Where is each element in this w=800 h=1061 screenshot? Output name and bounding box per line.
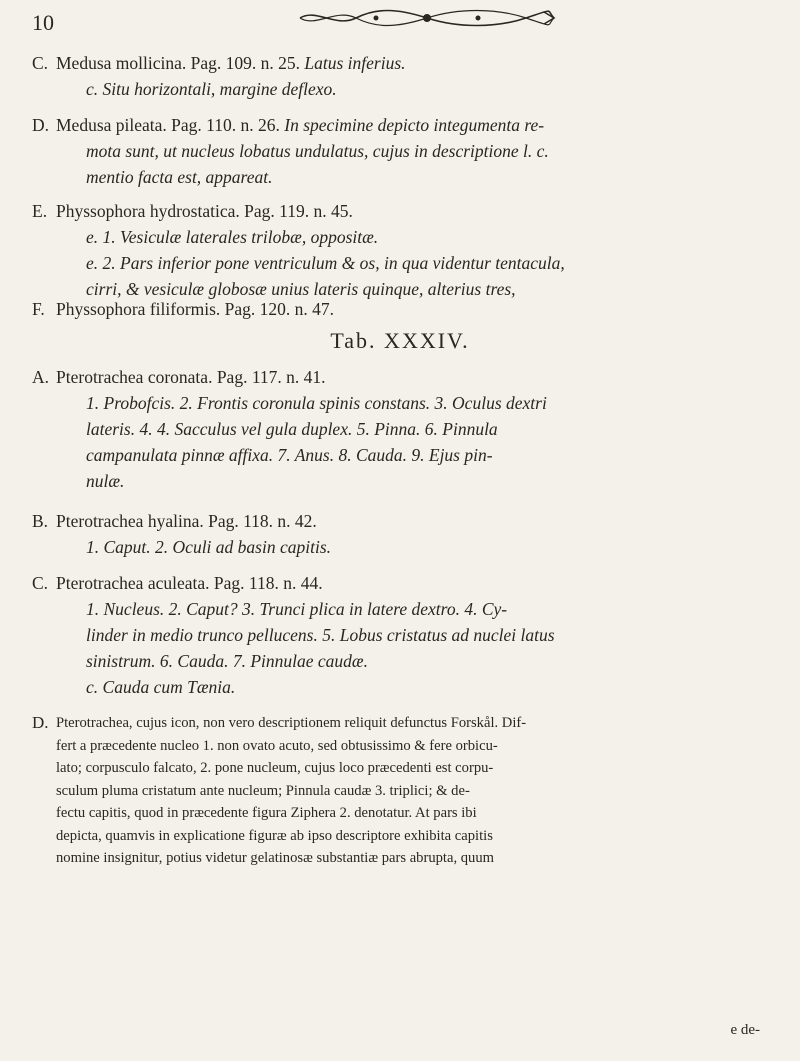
entry-line: mota sunt, ut nucleus lobatus undulatus, cujus in descriptione l. c. xyxy=(86,141,549,161)
entry-key: C. xyxy=(32,573,49,593)
paragraph-line: Pterotrachea, cujus icon, non vero descriptionem reliquit defunctus Forskål. Dif- xyxy=(56,715,527,731)
entry-line: linder in medio trunco pellucens. 5. Lobus cristatus ad nuclei latus xyxy=(86,625,555,645)
entry-c-medusa-mollicina xyxy=(32,50,768,102)
entry-key: A. xyxy=(32,367,50,387)
entry-f-physsophora-filiformis xyxy=(32,296,768,322)
entry-head: Pterotrachea aculeata. Pag. 118. n. 44. xyxy=(56,573,323,593)
entry-key: B. xyxy=(32,511,49,531)
entry-line: campanulata pinnæ affixa. 7. Anus. 8. Cauda. 9. Ejus pin- xyxy=(86,445,493,465)
entry-line: 1. Nucleus. 2. Caput? 3. Trunci plica in latere dextro. 4. Cy- xyxy=(86,599,508,619)
entry-line: c. Situ horizontali, margine deflexo. xyxy=(86,79,337,99)
entry-line: mentio facta est, appareat. xyxy=(86,167,273,187)
entry-line: e. 1. Vesiculæ laterales trilobæ, oppositæ. xyxy=(86,227,379,247)
entry-head-italic: In specimine depicto integumenta re- xyxy=(284,115,545,135)
entry-line: 1. Probofcis. 2. Frontis coronula spinis constans. 3. Oculus dextri xyxy=(86,393,547,413)
paragraph-line: sculum pluma cristatum ante nucleum; Pinnula caudæ 3. triplici; & de- xyxy=(56,782,470,799)
entry-d-medusa-pileata xyxy=(32,112,768,190)
entry-line: lateris. 4. 4. Sacculus vel gula duplex. 5. Pinna. 6. Pinnula xyxy=(86,419,498,439)
entry-key: F. xyxy=(32,299,45,319)
paragraph-line: lato; corpusculo falcato, 2. pone nucleum, cujus loco præcedenti est corpu- xyxy=(56,760,494,776)
paragraph-d-pterotrachea xyxy=(32,712,776,870)
entry-line: 1. Caput. 2. Oculi ad basin capitis. xyxy=(86,537,331,557)
printer-ornament-icon xyxy=(296,6,558,30)
catchword: e de- xyxy=(730,1022,760,1038)
paragraph-line: fert a præcedente nucleo 1. non ovato acuto, sed obtusissimo & fere orbicu- xyxy=(56,737,498,754)
entry-a-pterotrachea-coronata xyxy=(32,364,768,494)
entry-head: Medusa mollicina. Pag. 109. n. 25. xyxy=(56,53,305,73)
entry-line: c. Cauda cum Tænia. xyxy=(86,677,236,697)
entry-key: C. xyxy=(32,53,49,73)
plate-title: Tab. XXXIV. xyxy=(330,328,470,353)
entry-key: D. xyxy=(32,115,50,135)
entry-key: E. xyxy=(32,201,48,221)
entry-line: nulæ. xyxy=(86,471,125,491)
entry-head: Medusa pileata. Pag. 110. n. 26. xyxy=(56,115,285,135)
paragraph-key: D. xyxy=(32,713,49,732)
page-number: 10 xyxy=(32,10,54,35)
paragraph-line: fectu capitis, quod in præcedente figura Ziphera 2. denotatur. At pars ibi xyxy=(56,805,477,821)
paragraph-line: nomine insignitur, potius videtur gelatinosæ substantiæ pars abrupta, quum xyxy=(56,850,494,866)
entry-head: Pterotrachea hyalina. Pag. 118. n. 42. xyxy=(56,511,317,531)
paragraph-line: depicta, quamvis in explicatione figuræ ab ipso descriptore exhibita capitis xyxy=(56,827,493,844)
entry-b-pterotrachea-hyalina xyxy=(32,508,768,560)
entry-head-italic: Latus inferius. xyxy=(304,53,406,73)
entry-line: cirri, & vesiculæ globosæ unius lateris quinque, alterius tres, xyxy=(86,279,516,299)
entry-head: Pterotrachea coronata. Pag. 117. n. 41. xyxy=(56,367,326,387)
entry-head: Physsophora hydrostatica. Pag. 119. n. 45. xyxy=(56,201,353,221)
entry-head: Physsophora filiformis. Pag. 120. n. 47. xyxy=(56,299,335,319)
entry-e-physsophora-hydrostatica xyxy=(32,198,768,302)
entry-line: sinistrum. 6. Cauda. 7. Pinnulae caudæ. xyxy=(86,651,368,671)
entry-c-pterotrachea-aculeata xyxy=(32,570,768,700)
entry-line: e. 2. Pars inferior pone ventriculum & os, in qua videntur tentacula, xyxy=(86,253,565,273)
